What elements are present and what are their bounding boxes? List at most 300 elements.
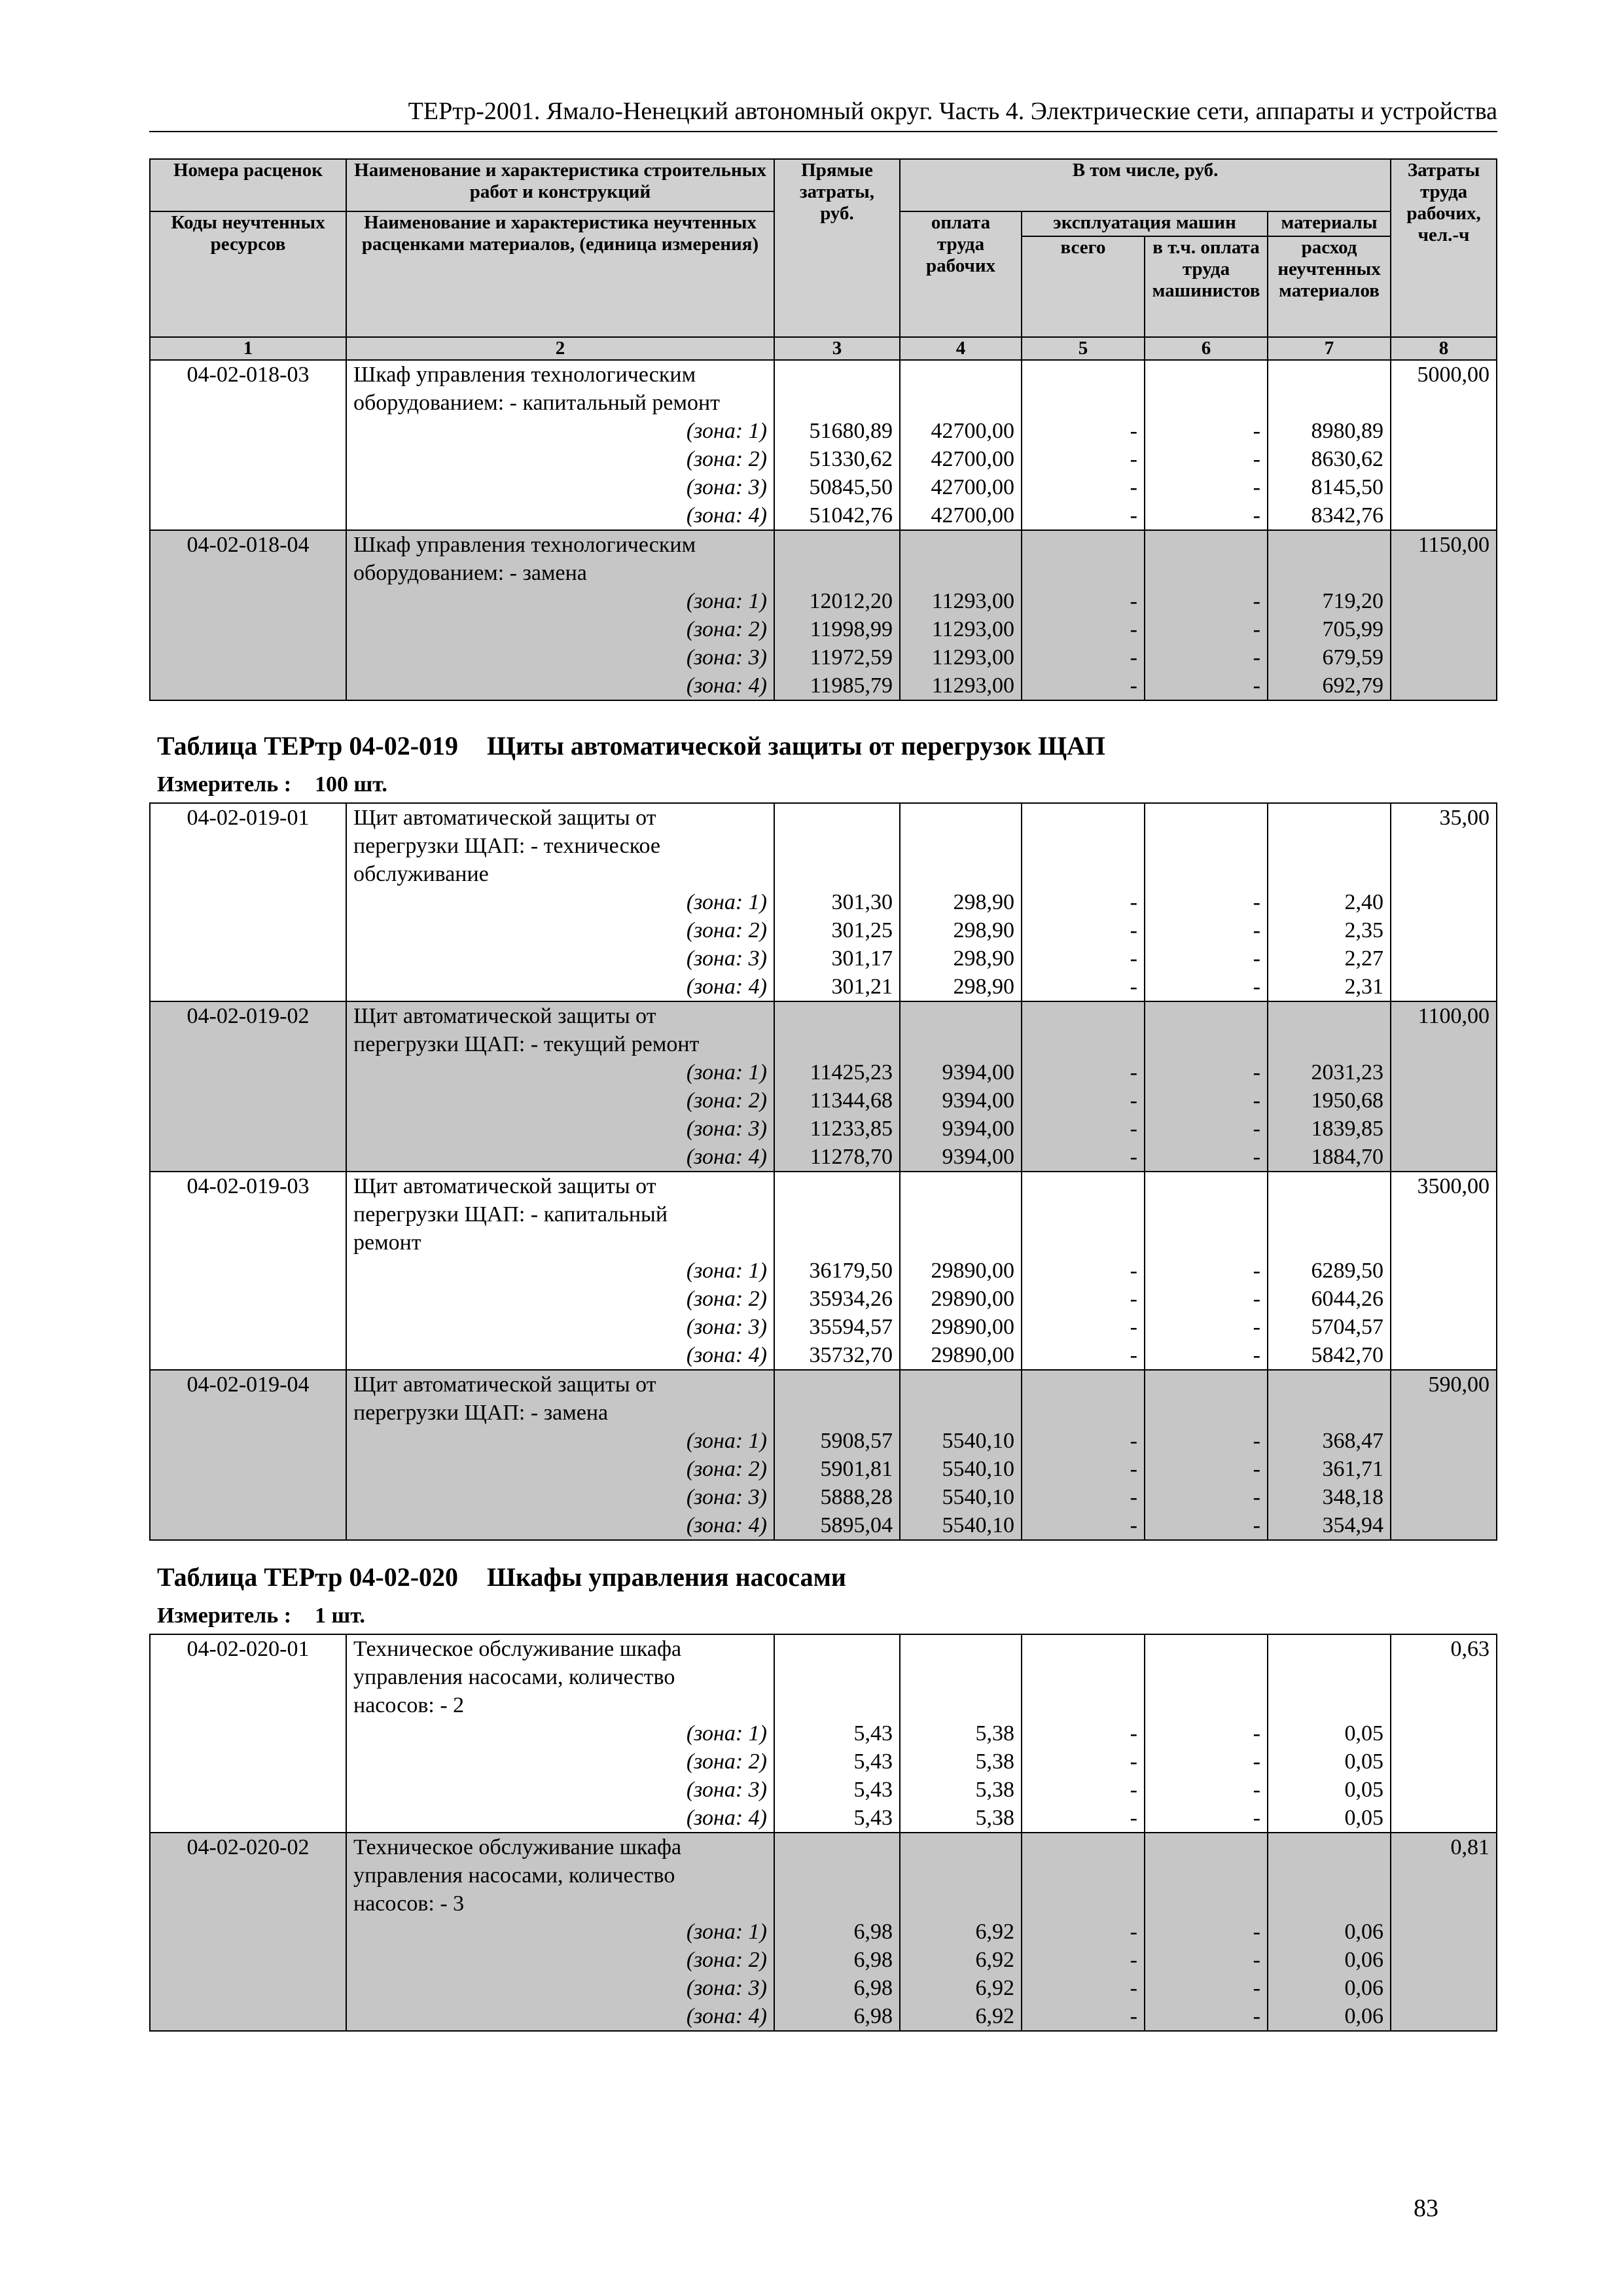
wages-value: 6,92: [975, 1920, 1014, 1944]
operators-value-cell: [1145, 1001, 1268, 1172]
materials-value: 0,06: [1344, 2004, 1383, 2028]
zone-label: (зона: 1): [686, 1259, 767, 1283]
blank-line: [1152, 804, 1260, 832]
wages-value: 9394,00: [942, 1145, 1014, 1169]
operators-value: -: [1253, 1485, 1260, 1509]
zone-label: (зона: 1): [686, 890, 767, 914]
labor-cell: [1391, 530, 1497, 700]
direct-cost: 36179,50: [809, 1259, 893, 1283]
rate-record: [150, 1370, 1497, 1540]
blank-line: [1029, 1200, 1137, 1229]
labor-cell: [1391, 803, 1497, 1001]
blank-line: [781, 1002, 893, 1030]
direct-cost: 6,98: [853, 1948, 893, 1972]
materials-value: 8980,89: [1311, 419, 1384, 443]
rate-name-line: Техническое обслуживание шкафа: [353, 1637, 682, 1661]
zone-label: (зона: 4): [686, 2004, 767, 2028]
rate-name-line: перегрузки ЩАП: - капитальный: [353, 1202, 668, 1227]
blank-line: [781, 361, 893, 389]
rates-table-019: [149, 802, 1497, 1541]
operators-value: -: [1253, 890, 1260, 914]
materials-value: 348,18: [1322, 1485, 1383, 1509]
direct-cost: 5,43: [853, 1778, 893, 1802]
wages-value: 42700,00: [931, 419, 1014, 443]
zone-label: (зона: 4): [686, 673, 767, 698]
unit-value: 1 шт.: [315, 1604, 365, 1628]
blank-line: [1275, 1663, 1383, 1691]
blank-line: [1029, 1833, 1137, 1861]
rate-code-cell: [150, 1172, 346, 1370]
machines-value: -: [1130, 1920, 1137, 1944]
machines-value-cell: [1022, 1634, 1145, 1833]
blank-line: [907, 1635, 1014, 1663]
operators-value: -: [1253, 673, 1260, 698]
blank-line: [1152, 1635, 1260, 1663]
blank-line: [1275, 1890, 1383, 1918]
rate-name-line: Щит автоматической защиты от: [353, 1372, 656, 1397]
labor-value: 0,81: [1450, 1835, 1489, 1859]
labor-cell: [1391, 360, 1497, 530]
wages-value: 42700,00: [931, 503, 1014, 528]
rate-record: [150, 803, 1497, 1001]
direct-cost: 301,21: [831, 975, 893, 999]
operators-value: -: [1253, 1117, 1260, 1141]
unit-label: Измеритель :: [157, 1604, 292, 1628]
blank-line: [907, 1002, 1014, 1030]
column-number: 5: [1022, 337, 1145, 360]
rate-name-cell: [346, 803, 774, 1001]
blank-line: [907, 531, 1014, 559]
wages-value: 9394,00: [942, 1088, 1014, 1113]
blank-line: [1275, 1002, 1383, 1030]
materials-value-cell: [1268, 360, 1391, 530]
col2-top-header: Наименование и характеристика строительных работ и конструкций: [346, 159, 774, 211]
machines-value: -: [1130, 1287, 1137, 1311]
machines-value: -: [1130, 475, 1137, 499]
operators-value: -: [1253, 918, 1260, 942]
materials-value: 361,71: [1322, 1457, 1383, 1481]
operators-value-cell: [1145, 360, 1268, 530]
wages-value: 298,90: [953, 946, 1014, 971]
wages-value: 11293,00: [931, 673, 1014, 698]
rate-name-line: Щит автоматической защиты от: [353, 806, 656, 830]
zone-label: (зона: 1): [686, 419, 767, 443]
rate-code-cell: [150, 1634, 346, 1833]
zone-label: (зона: 3): [686, 1485, 767, 1509]
column-number: 8: [1391, 337, 1497, 360]
machines-value: -: [1130, 975, 1137, 999]
machines-value: -: [1130, 918, 1137, 942]
machines-value: -: [1130, 1315, 1137, 1339]
wages-value: 11293,00: [931, 617, 1014, 641]
column-number: 4: [900, 337, 1022, 360]
rate-name-line: оборудованием: - замена: [353, 561, 587, 585]
machines-value: -: [1130, 1145, 1137, 1169]
rate-name-cell: [346, 1634, 774, 1833]
rate-name-line: Шкаф управления технологическим: [353, 533, 696, 557]
materials-value: 5704,57: [1311, 1315, 1383, 1339]
wages-value-cell: [900, 1172, 1022, 1370]
wages-value-cell: [900, 1001, 1022, 1172]
rate-name-line: Техническое обслуживание шкафа: [353, 1835, 682, 1859]
operators-value: -: [1253, 1513, 1260, 1537]
rate-name-line: Шкаф управления технологическим: [353, 363, 696, 387]
wages-value: 5,38: [975, 1806, 1014, 1830]
blank-line: [1275, 832, 1383, 860]
machines-value: -: [1130, 1343, 1137, 1367]
rate-name-line: насосов: - 2: [353, 1693, 465, 1717]
wages-value: 5540,10: [942, 1485, 1014, 1509]
machines-value: -: [1130, 617, 1137, 641]
direct-cost-cell: [774, 1833, 900, 2031]
operators-value: -: [1253, 419, 1260, 443]
page-header: ТЕРтр-2001. Ямало-Ненецкий автономный округ. Часть 4. Электрические сети, аппараты и устройства: [149, 96, 1497, 132]
materials-value: 692,79: [1322, 673, 1384, 698]
blank-line: [781, 1833, 893, 1861]
materials-value-cell: [1268, 1001, 1391, 1172]
operators-value: -: [1253, 1806, 1260, 1830]
wages-value: 29890,00: [931, 1343, 1014, 1367]
direct-cost-cell: [774, 1172, 900, 1370]
labor-cell: [1391, 1001, 1497, 1172]
rate-name-cell: [346, 1172, 774, 1370]
rate-name-cell: [346, 360, 774, 530]
blank-line: [1029, 1399, 1137, 1427]
wages-value: 9394,00: [942, 1060, 1014, 1085]
blank-line: [1275, 1399, 1383, 1427]
rate-name-line: управления насосами, количество: [353, 1665, 675, 1689]
blank-line: [781, 804, 893, 832]
rate-code-cell: [150, 1833, 346, 2031]
zone-label: (зона: 2): [686, 447, 767, 471]
zone-label: (зона: 3): [686, 946, 767, 971]
materials-header: материалы: [1268, 211, 1391, 236]
blank-line: [1152, 1229, 1260, 1257]
rate-record: [150, 1634, 1497, 1833]
zone-label: (зона: 1): [686, 1721, 767, 1746]
blank-line: [781, 1172, 893, 1200]
direct-cost: 5908,57: [820, 1429, 893, 1453]
page-number: 83: [1414, 2195, 1438, 2222]
zone-label: (зона: 2): [686, 1457, 767, 1481]
labor-value: 590,00: [1428, 1372, 1489, 1397]
blank-line: [1152, 1399, 1260, 1427]
section-name: Шкафы управления насосами: [487, 1562, 846, 1592]
operators-value: -: [1253, 1088, 1260, 1113]
wages-value: 42700,00: [931, 475, 1014, 499]
blank-line: [1275, 559, 1383, 587]
direct-cost-cell: [774, 530, 900, 700]
blank-line: [1152, 559, 1260, 587]
materials-value-cell: [1268, 530, 1391, 700]
rate-name-line: оборудованием: - капитальный ремонт: [353, 391, 721, 415]
rate-record: [150, 360, 1497, 530]
zone-label: (зона: 4): [686, 1513, 767, 1537]
operators-value-cell: [1145, 1634, 1268, 1833]
direct-cost: 50845,50: [809, 475, 893, 499]
blank-line: [907, 1691, 1014, 1719]
labor-value: 0,63: [1450, 1637, 1489, 1661]
blank-line: [907, 1861, 1014, 1890]
operators-value: -: [1253, 1145, 1260, 1169]
blank-line: [1275, 1861, 1383, 1890]
labor-cell: [1391, 1172, 1497, 1370]
direct-cost: 5895,04: [820, 1513, 893, 1537]
operators-value: -: [1253, 617, 1260, 641]
blank-line: [781, 832, 893, 860]
operators-value: -: [1253, 1749, 1260, 1774]
direct-cost: 11278,70: [810, 1145, 893, 1169]
labor-value: 3500,00: [1417, 1174, 1489, 1198]
materials-value: 8342,76: [1311, 503, 1384, 528]
col1-bottom-header: Коды неучтенных ресурсов: [150, 211, 346, 337]
operators-value: -: [1253, 1920, 1260, 1944]
wages-value: 5540,10: [942, 1457, 1014, 1481]
machines-value: -: [1130, 1088, 1137, 1113]
rate-code: 04-02-018-03: [187, 363, 310, 387]
operators-value: -: [1253, 1976, 1260, 2000]
labor-cell: [1391, 1833, 1497, 2031]
machines-value: -: [1130, 645, 1137, 670]
direct-cost: 12012,20: [809, 589, 893, 613]
blank-line: [907, 559, 1014, 587]
direct-cost: 6,98: [853, 1920, 893, 1944]
col6-header: в т.ч. оплата труда машинистов: [1145, 236, 1268, 337]
rate-name-line: перегрузки ЩАП: - техническое: [353, 834, 661, 858]
direct-cost: 11425,23: [810, 1060, 893, 1085]
machines-header: эксплуатация машин: [1022, 211, 1268, 236]
direct-cost: 51680,89: [809, 419, 893, 443]
machines-value-cell: [1022, 1172, 1145, 1370]
rate-name-cell: [346, 1833, 774, 2031]
blank-line: [781, 1663, 893, 1691]
materials-value: 0,06: [1344, 1976, 1383, 2000]
blank-line: [1275, 1172, 1383, 1200]
zone-label: (зона: 3): [686, 1315, 767, 1339]
blank-line: [1275, 1635, 1383, 1663]
materials-value-cell: [1268, 1370, 1391, 1540]
zone-label: (зона: 3): [686, 1117, 767, 1141]
labor-value: 1150,00: [1418, 533, 1490, 557]
col1-top-header: Номера расценок: [150, 159, 346, 211]
machines-value: -: [1130, 1948, 1137, 1972]
materials-value: 719,20: [1322, 589, 1384, 613]
blank-line: [1029, 531, 1137, 559]
col3-header: Прямые затраты, руб.: [774, 159, 900, 337]
column-number: 1: [150, 337, 346, 360]
blank-line: [907, 1663, 1014, 1691]
operators-value-cell: [1145, 1833, 1268, 2031]
wages-value: 5,38: [975, 1778, 1014, 1802]
machines-value: -: [1130, 1060, 1137, 1085]
col5-header: всего: [1022, 236, 1145, 337]
blank-line: [1029, 1030, 1137, 1058]
blank-line: [1029, 389, 1137, 417]
blank-line: [1029, 1861, 1137, 1890]
rate-name-line: управления насосами, количество: [353, 1863, 675, 1888]
machines-value: -: [1130, 589, 1137, 613]
blank-line: [1275, 1229, 1383, 1257]
labor-value: 35,00: [1439, 806, 1489, 830]
blank-line: [1152, 1861, 1260, 1890]
materials-value: 6289,50: [1311, 1259, 1383, 1283]
zone-label: (зона: 2): [686, 1948, 767, 1972]
materials-value: 0,05: [1344, 1749, 1383, 1774]
wages-value: 5540,10: [942, 1429, 1014, 1453]
machines-value-cell: [1022, 360, 1145, 530]
machines-value: -: [1130, 419, 1137, 443]
blank-line: [1152, 531, 1260, 559]
blank-line: [781, 389, 893, 417]
machines-value: -: [1130, 503, 1137, 528]
direct-cost: 5,43: [853, 1721, 893, 1746]
operators-value: -: [1253, 2004, 1260, 2028]
operators-value-cell: [1145, 530, 1268, 700]
machines-value: -: [1130, 1485, 1137, 1509]
blank-line: [1152, 1030, 1260, 1058]
zone-label: (зона: 1): [686, 1920, 767, 1944]
rate-code: 04-02-018-04: [187, 533, 310, 557]
zone-label: (зона: 4): [686, 1145, 767, 1169]
materials-value: 2031,23: [1311, 1060, 1383, 1085]
blank-line: [1275, 361, 1383, 389]
rate-code-cell: [150, 530, 346, 700]
blank-line: [1275, 1691, 1383, 1719]
wages-value-cell: [900, 530, 1022, 700]
blank-line: [1152, 389, 1260, 417]
rate-code: 04-02-019-01: [187, 806, 310, 830]
labor-value: 1100,00: [1418, 1004, 1489, 1028]
wages-value: 29890,00: [931, 1315, 1014, 1339]
operators-value: -: [1253, 1343, 1260, 1367]
zone-label: (зона: 4): [686, 1343, 767, 1367]
direct-cost: 11985,79: [810, 673, 893, 698]
machines-value: -: [1130, 1806, 1137, 1830]
blank-line: [1152, 1371, 1260, 1399]
rates-table-020: [149, 1634, 1497, 2032]
rate-record: [150, 1172, 1497, 1370]
operators-value: -: [1253, 946, 1260, 971]
machines-value: -: [1130, 1778, 1137, 1802]
blank-line: [907, 1200, 1014, 1229]
materials-value: 8630,62: [1311, 447, 1384, 471]
blank-line: [781, 860, 893, 888]
section-name: Щиты автоматической защиты от перегрузок ЩАП: [487, 731, 1106, 761]
blank-line: [1275, 1200, 1383, 1229]
machines-value-cell: [1022, 1001, 1145, 1172]
wages-value: 6,92: [975, 2004, 1014, 2028]
operators-value: -: [1253, 1948, 1260, 1972]
column-number: 7: [1268, 337, 1391, 360]
direct-cost: 301,30: [831, 890, 893, 914]
operators-value: -: [1253, 1060, 1260, 1085]
blank-line: [1029, 832, 1137, 860]
blank-line: [781, 1399, 893, 1427]
rate-code-cell: [150, 360, 346, 530]
direct-cost: 5901,81: [820, 1457, 893, 1481]
blank-line: [907, 1371, 1014, 1399]
wages-value: 298,90: [953, 975, 1014, 999]
blank-line: [1029, 559, 1137, 587]
machines-value: -: [1130, 1976, 1137, 2000]
operators-value: -: [1253, 1259, 1260, 1283]
blank-line: [907, 389, 1014, 417]
labor-cell: [1391, 1634, 1497, 1833]
direct-cost: 11998,99: [810, 617, 893, 641]
materials-value: 2,40: [1344, 890, 1383, 914]
rate-code-cell: [150, 803, 346, 1001]
zone-label: (зона: 2): [686, 1287, 767, 1311]
materials-value: 0,05: [1344, 1806, 1383, 1830]
materials-value: 1839,85: [1311, 1117, 1383, 1141]
blank-line: [781, 1861, 893, 1890]
machines-value: -: [1130, 673, 1137, 698]
zone-label: (зона: 3): [686, 1778, 767, 1802]
operators-value: -: [1253, 1315, 1260, 1339]
blank-line: [907, 1030, 1014, 1058]
direct-cost: 301,17: [831, 946, 893, 971]
blank-line: [1275, 860, 1383, 888]
section-title-020: [157, 1562, 846, 1592]
rate-code-cell: [150, 1370, 346, 1540]
zone-label: (зона: 3): [686, 645, 767, 670]
direct-cost: 35732,70: [809, 1343, 893, 1367]
rate-name-line: Щит автоматической защиты от: [353, 1174, 656, 1198]
blank-line: [907, 1890, 1014, 1918]
section-title-019: [157, 730, 1105, 761]
blank-line: [1152, 1172, 1260, 1200]
blank-line: [781, 1030, 893, 1058]
operators-value: -: [1253, 1429, 1260, 1453]
operators-value: -: [1253, 447, 1260, 471]
blank-line: [781, 531, 893, 559]
blank-line: [1029, 804, 1137, 832]
rate-name-line: перегрузки ЩАП: - текущий ремонт: [353, 1032, 700, 1056]
blank-line: [1152, 1890, 1260, 1918]
section-code: Таблица ТЕРтр 04-02-019: [157, 731, 459, 761]
materials-value: 368,47: [1322, 1429, 1383, 1453]
blank-line: [907, 804, 1014, 832]
column-number: 6: [1145, 337, 1268, 360]
zone-label: (зона: 2): [686, 617, 767, 641]
column-number: 3: [774, 337, 900, 360]
rate-code: 04-02-020-01: [187, 1637, 310, 1661]
operators-value: -: [1253, 1287, 1260, 1311]
blank-line: [1152, 1002, 1260, 1030]
rate-name-line: обслуживание: [353, 862, 489, 886]
col4-header: оплата труда рабочих: [900, 211, 1022, 337]
table-header: [150, 159, 1497, 360]
materials-value-cell: [1268, 803, 1391, 1001]
blank-line: [781, 1691, 893, 1719]
direct-cost-cell: [774, 1370, 900, 1540]
direct-cost-cell: [774, 803, 900, 1001]
direct-cost: 5888,28: [820, 1485, 893, 1509]
blank-line: [1029, 361, 1137, 389]
direct-cost: 11233,85: [810, 1117, 893, 1141]
col2-bottom-header: Наименование и характеристика неучтенных расценками материалов, (единица измерения): [346, 211, 774, 337]
machines-value: -: [1130, 1721, 1137, 1746]
direct-cost: 11972,59: [810, 645, 893, 670]
zone-label: (зона: 3): [686, 1976, 767, 2000]
rate-name-cell: [346, 1001, 774, 1172]
wages-value-cell: [900, 360, 1022, 530]
blank-line: [907, 361, 1014, 389]
blank-line: [1152, 832, 1260, 860]
materials-value: 0,05: [1344, 1721, 1383, 1746]
operators-value: -: [1253, 589, 1260, 613]
materials-value: 1950,68: [1311, 1088, 1383, 1113]
